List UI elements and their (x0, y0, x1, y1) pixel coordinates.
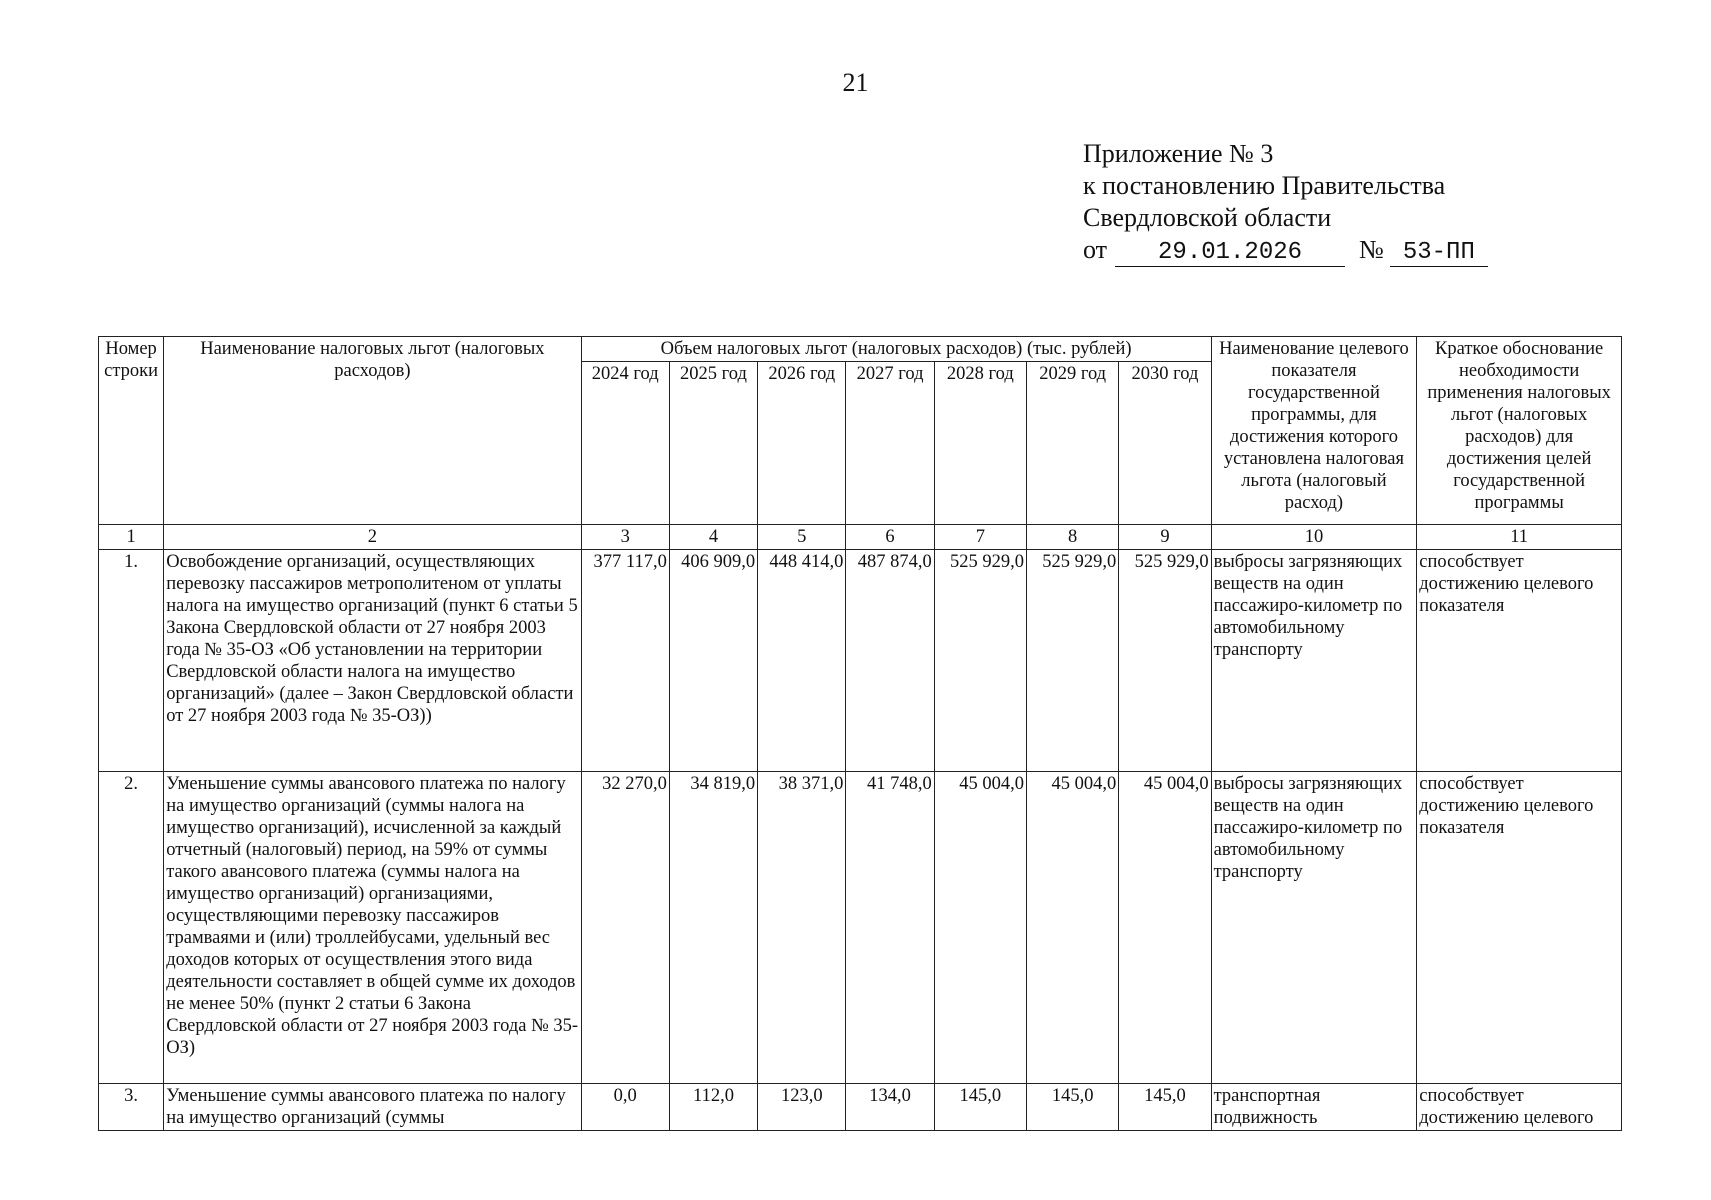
header-year: 2024 год (581, 362, 669, 525)
value-2028: 145,0 (934, 1084, 1026, 1131)
justification: способствует достижению целевого показателя (1417, 550, 1622, 772)
number-label: № (1359, 235, 1384, 264)
appendix-region: Свердловской области (1083, 203, 1332, 232)
column-number-row (99, 525, 1622, 550)
header-year: 2029 год (1026, 362, 1118, 525)
column-number: 11 (1417, 525, 1622, 550)
value-2027: 487 874,0 (846, 550, 934, 772)
row-number: 1. (99, 550, 164, 772)
value-2024: 0,0 (581, 1084, 669, 1131)
value-2030: 145,0 (1119, 1084, 1211, 1131)
value-2026: 123,0 (758, 1084, 846, 1131)
value-2029: 145,0 (1026, 1084, 1118, 1131)
value-2030: 45 004,0 (1119, 772, 1211, 1084)
column-number: 9 (1119, 525, 1211, 550)
header-year: 2025 год (669, 362, 757, 525)
tax-benefits-table (98, 336, 1622, 1131)
value-2028: 45 004,0 (934, 772, 1026, 1084)
from-label: от (1083, 235, 1108, 264)
decree-date: 29.01.2026 (1115, 240, 1345, 267)
value-2029: 45 004,0 (1026, 772, 1118, 1084)
benefit-name: Уменьшение суммы авансового платежа по налогу на имущество организаций (суммы налога на имущество организаций), исчисленной за каждый отчетный (налоговый) период, на 59% от суммы такого авансового платежа (суммы налога на имущество организаций) организациями, осуществляющими перевозку пассажиров трамваями и (или) троллейбусами, удельный вес доходов которых от осуществления этого вида деятельности составляет в общей сумме их доходов не менее 50% (пункт 2 статьи 6 Закона Свердловской области от 27 ноября 2003 года № 35-ОЗ) (164, 772, 581, 1084)
value-2024: 377 117,0 (581, 550, 669, 772)
appendix-date-line (1083, 234, 1488, 267)
value-2027: 41 748,0 (846, 772, 934, 1084)
value-2027: 134,0 (846, 1084, 934, 1131)
page-number: 21 (842, 68, 869, 97)
header-name: Наименование налоговых льгот (налоговых расходов) (164, 337, 581, 525)
justification: способствует достижению целевого показателя (1417, 772, 1622, 1084)
value-2030: 525 929,0 (1119, 550, 1211, 772)
header-justification: Краткое обоснование необходимости применения налоговых льгот (налоговых расходов) для достижения целей государственной программы (1417, 337, 1622, 525)
table-row (99, 772, 1622, 1084)
benefit-name: Уменьшение суммы авансового платежа по налогу на имущество организаций (суммы (164, 1084, 581, 1131)
header-year: 2028 год (934, 362, 1026, 525)
value-2029: 525 929,0 (1026, 550, 1118, 772)
target-indicator: выбросы загрязняющих веществ на один пассажиро-километр по автомобильному транспорту (1211, 772, 1417, 1084)
header-row-1 (99, 337, 1622, 362)
column-number: 4 (669, 525, 757, 550)
decree-number: 53-ПП (1390, 240, 1488, 267)
header-year: 2027 год (846, 362, 934, 525)
value-2025: 406 909,0 (669, 550, 757, 772)
row-number: 3. (99, 1084, 164, 1131)
column-number: 8 (1026, 525, 1118, 550)
value-2024: 32 270,0 (581, 772, 669, 1084)
value-2026: 448 414,0 (758, 550, 846, 772)
appendix-title: Приложение № 3 (1083, 139, 1274, 168)
target-indicator: выбросы загрязняющих веществ на один пассажиро-километр по автомобильному транспорту (1211, 550, 1417, 772)
column-number: 5 (758, 525, 846, 550)
value-2026: 38 371,0 (758, 772, 846, 1084)
value-2025: 112,0 (669, 1084, 757, 1131)
header-row-number: Номер строки (99, 337, 164, 525)
table-row (99, 1084, 1622, 1131)
row-number: 2. (99, 772, 164, 1084)
column-number: 1 (99, 525, 164, 550)
appendix-subtitle: к постановлению Правительства (1083, 171, 1446, 200)
column-number: 2 (164, 525, 581, 550)
value-2028: 525 929,0 (934, 550, 1026, 772)
appendix-header (1083, 138, 1488, 267)
column-number: 6 (846, 525, 934, 550)
benefit-name: Освобождение организаций, осуществляющих перевозку пассажиров метрополитеном от уплаты налога на имущество организаций (пункт 6 статьи 5 Закона Свердловской области от 27 ноября 2003 года № 35-ОЗ «Об установлении на территории Свердловской области налога на имущество организаций» (далее – Закон Свердловской области от 27 ноября 2003 года № 35-ОЗ)) (164, 550, 581, 772)
table-row (99, 550, 1622, 772)
justification: способствует достижению целевого (1417, 1084, 1622, 1131)
column-number: 10 (1211, 525, 1417, 550)
column-number: 7 (934, 525, 1026, 550)
header-year: 2030 год (1119, 362, 1211, 525)
target-indicator: транспортная подвижность (1211, 1084, 1417, 1131)
header-target: Наименование целевого показателя государственной программы, для достижения которого установлена налоговая льгота (налоговый расход) (1211, 337, 1417, 525)
header-volume: Объем налоговых льгот (налоговых расходов) (тыс. рублей) (581, 337, 1211, 362)
value-2025: 34 819,0 (669, 772, 757, 1084)
header-year: 2026 год (758, 362, 846, 525)
column-number: 3 (581, 525, 669, 550)
